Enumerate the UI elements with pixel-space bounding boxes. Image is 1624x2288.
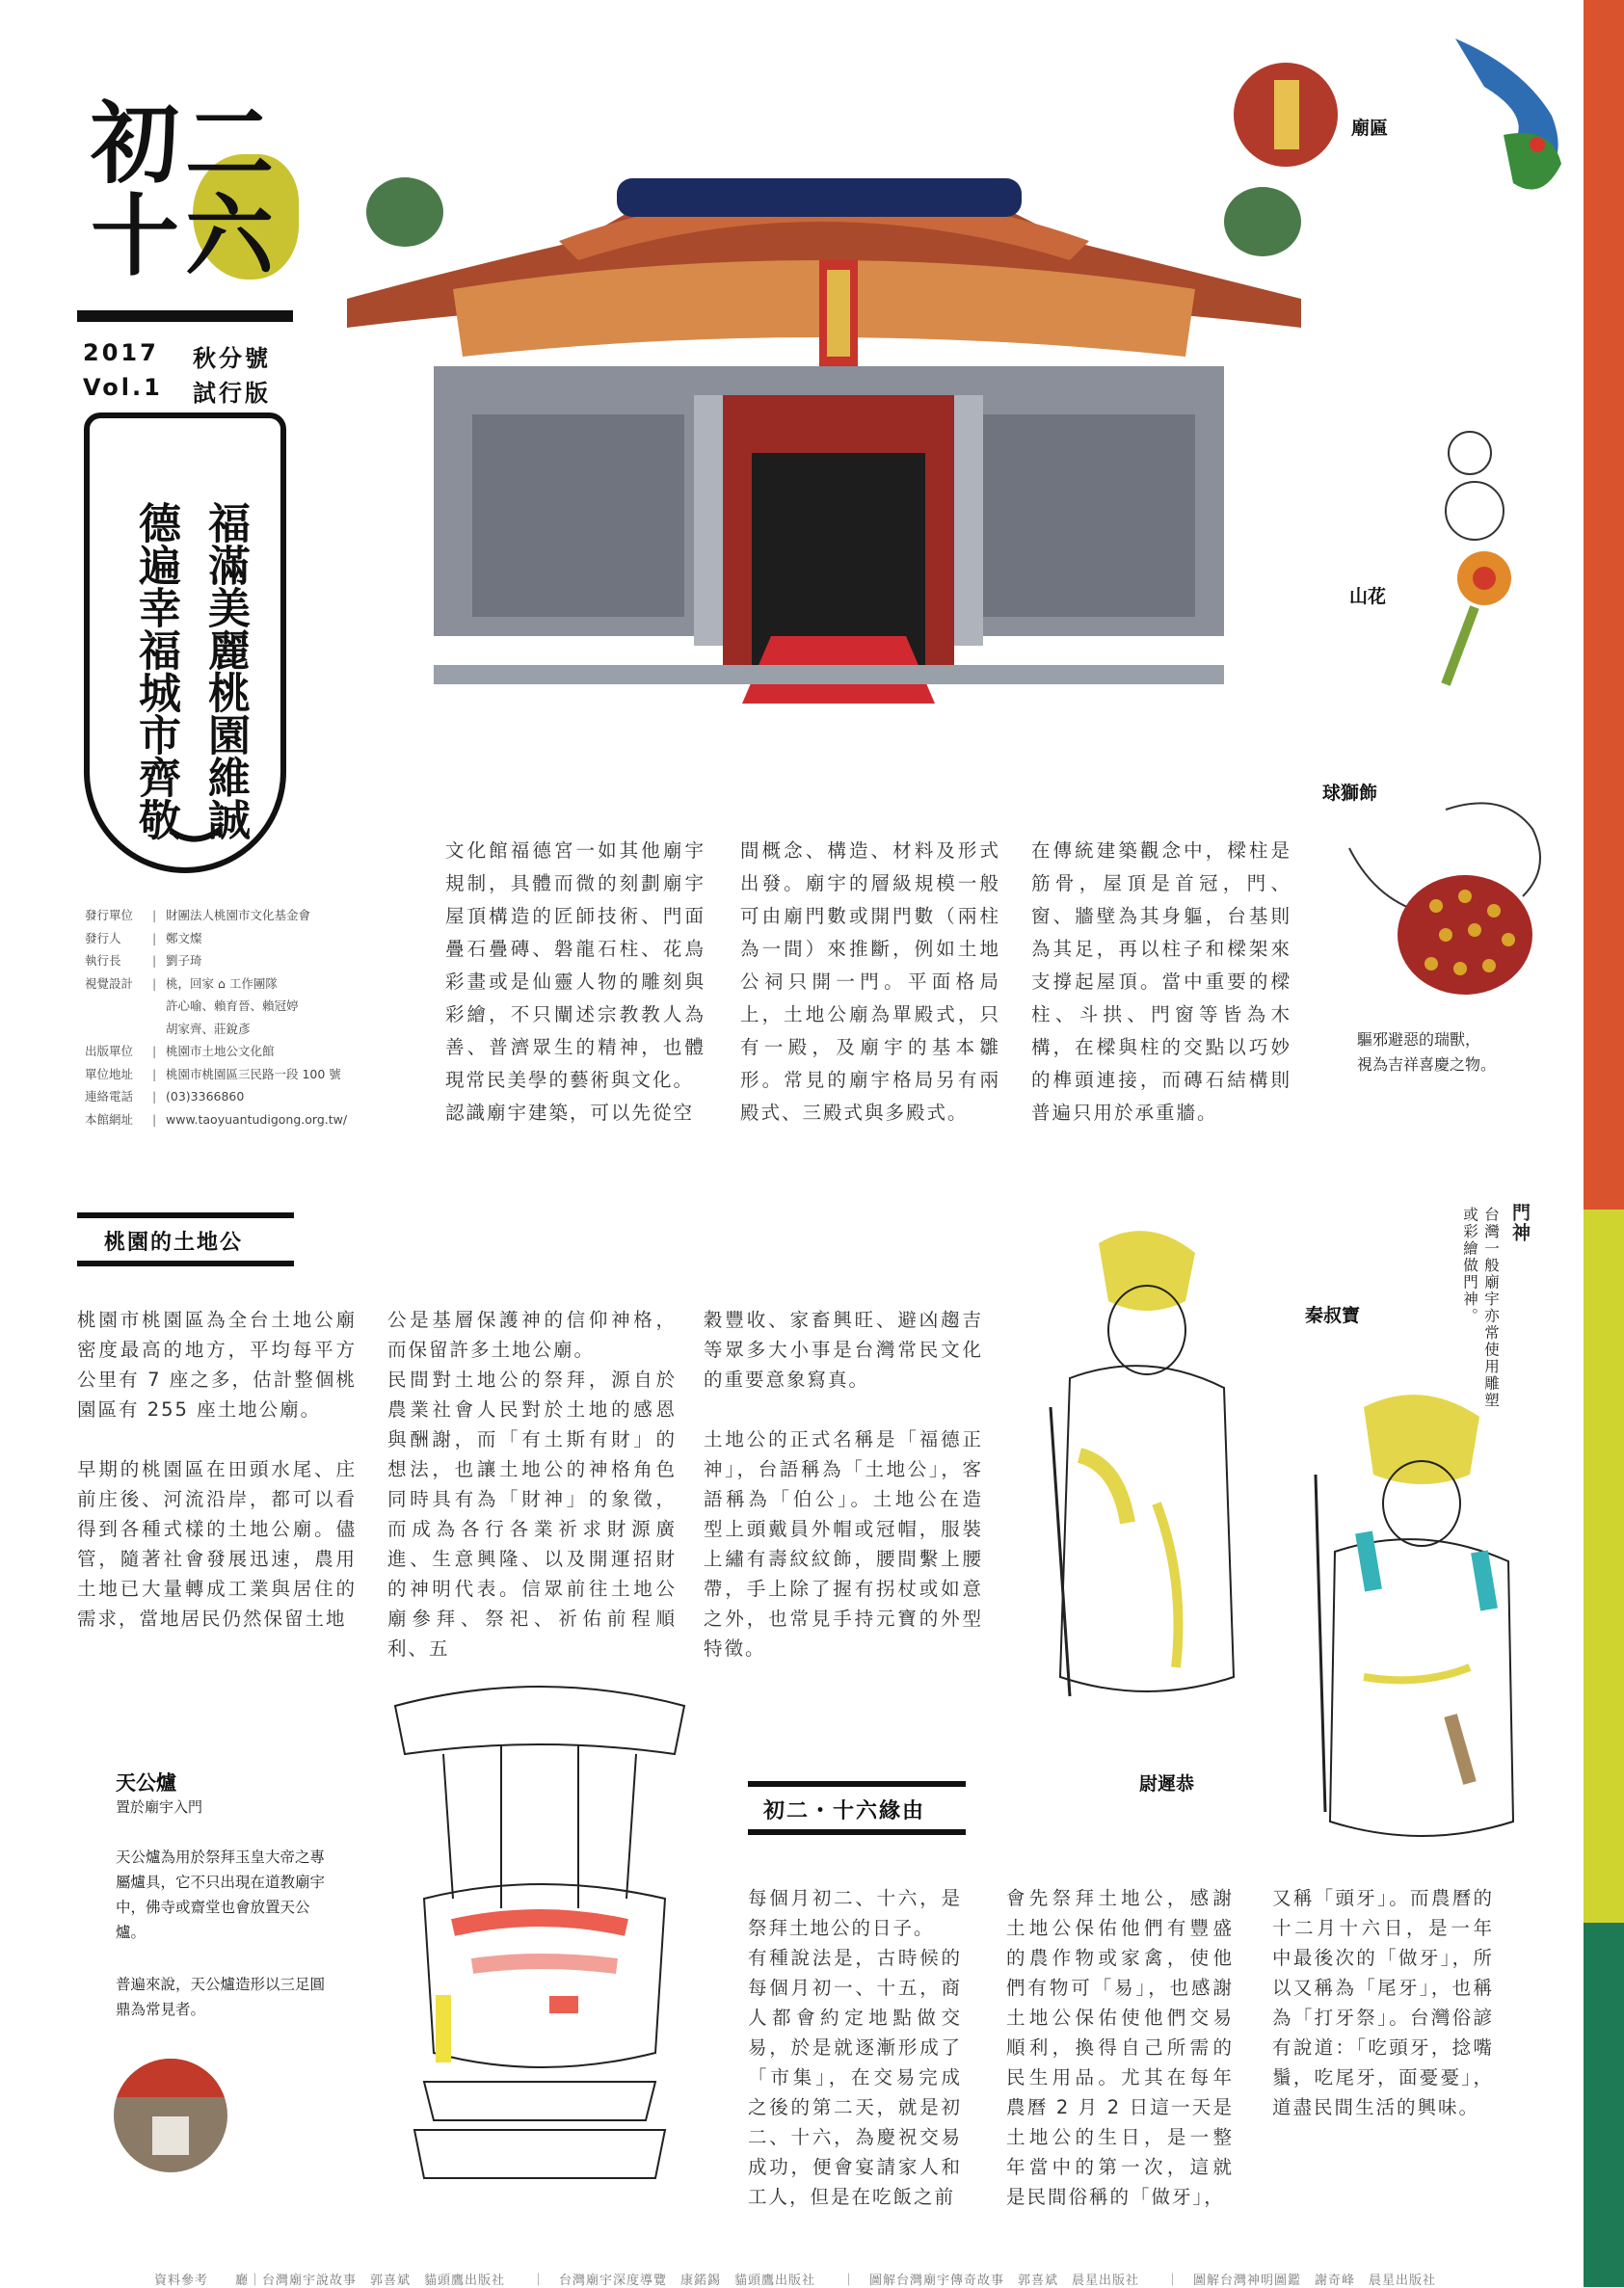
- credit-row: [85, 1063, 374, 1086]
- credit-separator: |: [152, 1089, 157, 1104]
- credit-separator: |: [152, 1044, 157, 1058]
- label-shanhua: 山花: [1349, 586, 1387, 607]
- credit-key: [85, 995, 152, 1018]
- credit-separator: |: [152, 908, 157, 922]
- credit-key: [85, 1018, 152, 1041]
- section1-col-2: 公是基層保護神的信仰神格，而保留許多土地公廟。 民間對土地公的祭拜，源自於農業社會人民對於土地的感恩與酬謝，而「有土斯有財」的想法，也讓土地公的神格角色同時具有為「財神」的象徵，而成為各行各業祈求財源廣進、生意興隆、以及開運招財的神明代表。信眾前往土地公廟參拜、祭祀、祈佑前程順利、五: [387, 1309, 677, 1660]
- section1-col-3: 穀豐收、家畜興旺、避凶趨吉等眾多大小事是台灣常民文化的重要意象寫真。 土地公的正式名稱是「福德正神」，台語稱為「土地公」，客語稱為「伯公」。土地公在造型上頭戴員外帽或冠帽，服裝上繡有壽紋紋飾，腰間繫上腰帶，手上除了握有拐杖或如意之外，也常見手持元寶的外型特徵。: [704, 1309, 983, 1660]
- intro-col-1: 文化館福德宮一如其他廟宇規制，具體而微的刻劃廟宇屋頂構造的匠師技術、門面疊石疊磚、磐龍石柱、花鳥彩畫或是仙靈人物的雕刻與彩繪，不只闡述宗教教人為善、普濟眾生的精神，也體現常民美學的藝術與文化。 認識廟宇建築，可以先從空: [445, 839, 706, 1124]
- qiushishi-caption: 驅邪避惡的瑞獸， 視為吉祥喜慶之物。: [1357, 1030, 1497, 1074]
- credit-value: 鄭文燦: [166, 930, 202, 945]
- door-god-qin-illustration: [1306, 1369, 1528, 1850]
- tiangonglu-title: 天公爐: [116, 1771, 176, 1795]
- credit-value: 桃，回家 ⌂ 工作團隊: [166, 975, 278, 991]
- credits-block: [85, 904, 374, 1131]
- credit-row: [85, 1085, 374, 1108]
- tiangonglu-photo: [114, 2059, 227, 2172]
- title-char: 二: [185, 93, 275, 196]
- credit-key: 執行長: [85, 953, 121, 968]
- slogan-box: [84, 412, 286, 873]
- color-strip-yellow: [1584, 1210, 1624, 1923]
- credit-key: 單位地址: [85, 1066, 134, 1081]
- credit-row: [85, 1108, 374, 1131]
- credit-value: www.taoyuantudigong.org.tw/: [166, 1111, 348, 1127]
- tiangonglu-p1: 天公爐為用於祭拜玉皇大帝之專屬爐具，它不只出現在道教廟宇中，佛寺或齋堂也會放置天公爐。: [116, 1849, 326, 1941]
- masthead-rule: [77, 310, 293, 322]
- title-char: 十: [91, 185, 180, 288]
- tiangonglu-p2: 普遍來說，天公爐造形以三足圓鼎為常見者。: [116, 1976, 326, 2018]
- slogan-text: 德遍幸福城市齊敬: [131, 501, 180, 840]
- credit-value: 桃園市桃園區三民路一段 100 號: [166, 1066, 341, 1081]
- credit-row: [85, 1018, 374, 1041]
- intro-col-3: 在傳統建築觀念中，樑柱是筋骨，屋頂是首冠，門、窗、牆壁為其身軀，台基則為其足，再以柱子和樑架來支撐起屋頂。當中重要的樑柱、斗拱、門窗等皆為木構，在樑與柱的交點以巧妙的榫頭連接，而磚石結構則普遍只用於承重牆。: [1031, 839, 1291, 1124]
- tiangonglu-subtitle: 置於廟宇入門: [116, 1798, 203, 1816]
- credit-key: 發行人: [85, 930, 121, 945]
- credit-value: 胡家齊、莊銳彥: [166, 1021, 251, 1036]
- issue-edition: 試行版: [193, 380, 271, 407]
- slogan-text: 福滿美麗桃園維誠: [200, 501, 250, 840]
- ball-lion-illustration: [1340, 790, 1571, 1002]
- section-heading-taoyuan: [77, 1212, 294, 1263]
- door-god-desc: 台灣一般廟宇亦常使用雕塑或彩繪做門神。: [1461, 1207, 1500, 1409]
- credit-row: [85, 949, 374, 972]
- credit-row: [85, 1040, 374, 1063]
- section-heading-text: 初二・十六緣由: [763, 1799, 926, 1823]
- incense-burner-illustration: [386, 1677, 704, 2217]
- door-god-yuchi-illustration: [1012, 1214, 1263, 1716]
- credit-value: (03)3366860: [166, 1089, 245, 1104]
- credit-value: 財團法人桃園市文化基金會: [166, 908, 311, 922]
- credit-value: 許心喻、賴育晉、賴冠婷: [166, 998, 299, 1013]
- plaque-photo: [1234, 63, 1338, 167]
- label-qin: 秦叔寶: [1305, 1305, 1361, 1326]
- title-char: 六: [185, 185, 275, 288]
- section2-col-2: 會先祭拜土地公，感謝土地公保佑他們有豐盛的農作物或家禽，使他們有物可「易」，也感謝土地公保佑使他們交易順利，換得自己所需的民生用品。尤其在每年農曆 2 月 2 日這一天是土地公的生日，是一整年當中的第一次，這就是民間俗稱的「做牙」，: [1006, 1887, 1234, 2208]
- credit-separator: |: [152, 975, 157, 991]
- credit-key: 發行單位: [85, 908, 134, 922]
- credit-value: 劉子琦: [166, 953, 202, 968]
- references-footer: 資料參考 廳｜台灣廟宇說故事 郭喜斌 貓頭鷹出版社 ｜ 台灣廟宇深度導覽 康鍩錫 貓頭鷹出版社 ｜ 圖解台灣廟宇傳奇故事 郭喜斌 晨星出版社 ｜ 圖解台灣神明圖鑑 謝奇峰 晨星出版社: [154, 2274, 1437, 2288]
- slogan-col-right: [198, 447, 248, 854]
- credit-separator: |: [152, 1111, 157, 1127]
- section2-col-3: 又稱「頭牙」。而農曆的十二月十六日，是一年中最後次的「做牙」，所以又稱為「尾牙」，也稱為「打牙祭」。台灣俗諺有說道：「吃頭牙，捻嘴鬚，吃尾牙，面憂憂」，道盡民間生活的興味。: [1272, 1887, 1494, 2118]
- credit-separator: [152, 1018, 166, 1041]
- credit-value: 桃園市土地公文化館: [166, 1044, 275, 1058]
- color-strip-green: [1584, 1923, 1624, 2287]
- credit-key: 本館網址: [85, 1111, 134, 1127]
- section2-col-1: 每個月初二、十六，是祭拜土地公的日子。 有種說法是，古時候的每個月初一、十五，商人都會約定地點做交易，於是就逐漸形成了「市集」，在交易完成之後的第二天，就是初二、十六，為慶祝交易成功，便會宴請家人和工人，但是在吃飯之前: [748, 1887, 962, 2208]
- credit-row: [85, 972, 374, 996]
- credit-key: 連絡電話: [85, 1089, 134, 1104]
- slogan-col-left: [128, 447, 178, 854]
- credit-separator: |: [152, 1066, 157, 1081]
- intro-col-2: 間概念、構造、材料及形式出發。廟宇的層級規模一般可由廟門數或開門數（兩柱為一間）來推斷，例如土地公祠只開一門。平面格局上，土地公廟為單殿式，只有一殿，及廟宇的基本雛形。常見的廟宇格局另有兩殿式、三殿式與多殿式。: [740, 839, 1000, 1124]
- label-miaobian: 廟匾: [1351, 118, 1389, 139]
- temple-illustration: [337, 125, 1398, 800]
- credit-separator: [152, 995, 166, 1018]
- credit-row: [85, 995, 374, 1018]
- credit-separator: |: [152, 953, 157, 968]
- slogan-mark: [167, 823, 225, 846]
- label-yuchi: 尉遲恭: [1139, 1773, 1195, 1795]
- section-heading-text: 桃園的土地公: [104, 1231, 244, 1255]
- credit-row: [85, 904, 374, 927]
- issue-year: 2017: [83, 339, 159, 366]
- credit-key: 出版單位: [85, 1044, 134, 1058]
- section1-col-1: 桃園市桃園區為全台土地公廟密度最高的地方，平均每平方公里有 7 座之多，估計整個桃園區有 255 座土地公廟。 早期的桃園區在田頭水尾、庄前庄後、河流沿岸，都可以看得到各種式樣的土地公廟。儘管，隨著社會發展迅速，農用土地已大量轉成工業與居住的需求，當地居民仍然保留土地: [77, 1309, 357, 1630]
- credit-separator: |: [152, 930, 157, 945]
- credit-row: [85, 927, 374, 950]
- title-char: 初: [91, 93, 180, 196]
- issue-season: 秋分號: [193, 345, 271, 372]
- section-heading-origin: [748, 1781, 966, 1831]
- shanhua-flower-illustration: [1417, 424, 1532, 694]
- door-god-title: 門神: [1509, 1203, 1531, 1243]
- label-qiushishi: 球獅飾: [1322, 783, 1378, 804]
- masthead-title: [77, 93, 299, 289]
- issue-vol: Vol.1: [83, 374, 163, 401]
- credit-key: 視覺設計: [85, 975, 134, 991]
- dragon-ornament: [1446, 29, 1590, 212]
